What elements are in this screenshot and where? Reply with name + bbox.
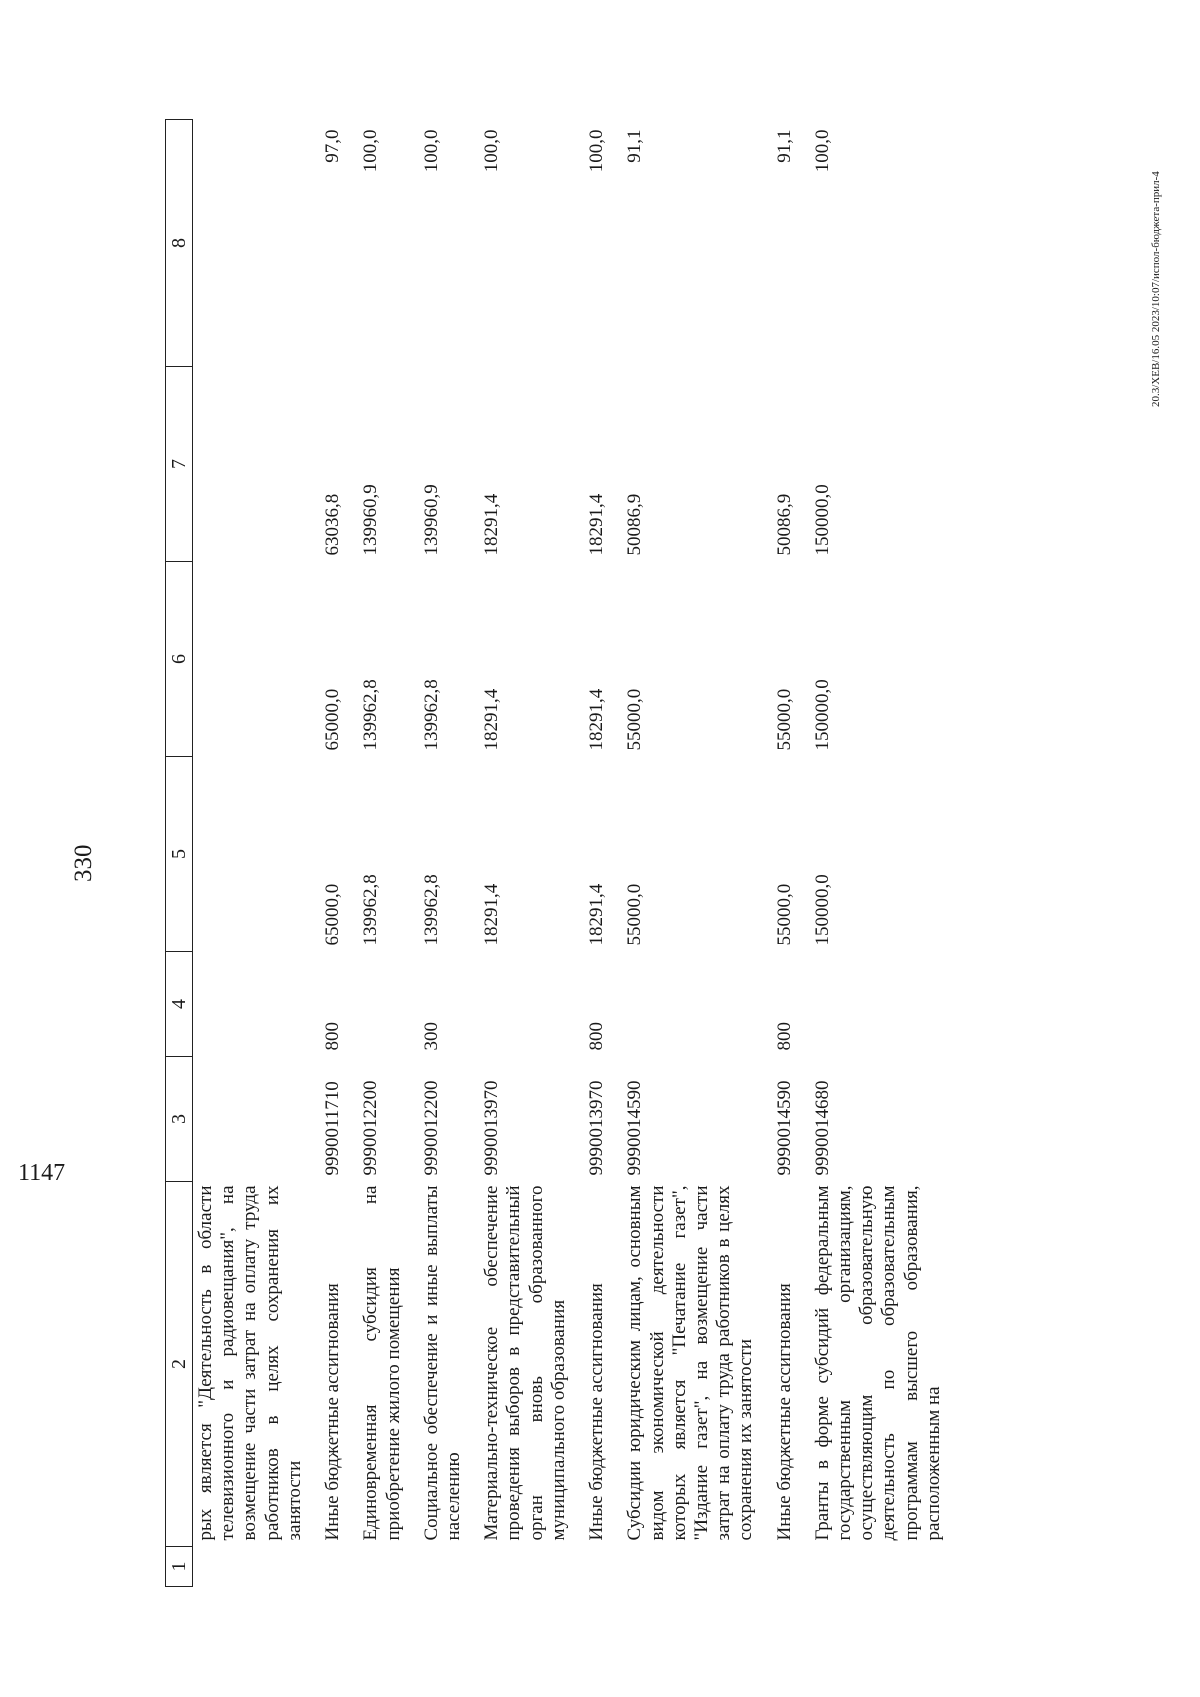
cell-col7: 18291,4 [586, 493, 608, 556]
table-row [316, 120, 354, 1587]
cell-percent: 91,1 [773, 129, 795, 163]
cell-col6 [193, 562, 317, 757]
table-row [768, 120, 806, 1587]
cell-col7: 18291,4 [481, 493, 503, 556]
cell-col6: 18291,4 [481, 688, 503, 751]
cell-percent: 100,0 [586, 129, 608, 173]
cell-percent: 100,0 [811, 129, 833, 173]
cell-num [580, 1547, 618, 1587]
cell-type: 800 [586, 1022, 608, 1051]
cell-col6: 150000,0 [811, 679, 833, 751]
cell-num [193, 1547, 317, 1587]
table-row [415, 120, 475, 1587]
header-cell: 1 [166, 1547, 193, 1587]
cell-code: 9990013970 [481, 1080, 503, 1176]
cell-col6: 55000,0 [773, 688, 795, 751]
cell-col5: 55000,0 [773, 883, 795, 946]
cell-col6: 139962,8 [360, 679, 382, 751]
cell-percent: 100,0 [481, 129, 503, 173]
header-cell: 8 [166, 120, 193, 367]
header-cell: 4 [166, 952, 193, 1057]
header-cell: 5 [166, 757, 193, 952]
cell-num [475, 1547, 580, 1587]
header-cell: 3 [166, 1057, 193, 1182]
cell-col6: 55000,0 [624, 688, 646, 751]
cell-type: 800 [322, 1022, 344, 1051]
cell-num [806, 1547, 955, 1587]
cell-num [618, 1547, 767, 1587]
cell-code: 9990013970 [586, 1080, 608, 1176]
cell-code: 9990011710 [322, 1081, 344, 1176]
cell-col5: 65000,0 [322, 883, 344, 946]
cell-type: 300 [420, 1022, 442, 1051]
cell-col7: 63036,8 [322, 493, 344, 556]
cell-col7: 50086,9 [773, 493, 795, 556]
cell-col7: 50086,9 [624, 493, 646, 556]
header-row [166, 120, 193, 1587]
cell-type [193, 952, 317, 1057]
cell-col5: 150000,0 [811, 874, 833, 946]
cell-percent: 100,0 [360, 129, 382, 173]
cell-num [768, 1547, 806, 1587]
cell-col5: 139962,8 [360, 874, 382, 946]
cell-percent: 100,0 [420, 129, 442, 173]
cell-code: 9990012200 [360, 1080, 382, 1176]
cell-code: 9990014590 [773, 1080, 795, 1176]
header-cell: 2 [166, 1182, 193, 1547]
cell-type [354, 952, 414, 1057]
table-row [580, 120, 618, 1587]
cell-description: Материально-техническое обеспечение проведения выборов в представительный орган вновь образованного муниципального образования [481, 1185, 569, 1541]
cell-col6: 139962,8 [420, 679, 442, 751]
cell-description: Иные бюджетные ассигнования [773, 1283, 795, 1541]
table-row [354, 120, 414, 1587]
table-row [193, 120, 317, 1587]
cell-percent: 97,0 [322, 129, 344, 163]
cell-description: Социальное обеспечение и иные выплаты населению [420, 1185, 464, 1541]
cell-description: Субсидии юридическим лицам, основным видом экономической деятельности которых является "Печатание газет", "Издание газет", на возмещение части затрат на оплату труда работников в целях сохранения их занятости [624, 1185, 757, 1541]
cell-col7 [193, 367, 317, 562]
cell-num [354, 1547, 414, 1587]
cell-type [806, 952, 955, 1057]
cell-col5: 55000,0 [624, 883, 646, 946]
header-cell: 7 [166, 367, 193, 562]
table-row [618, 120, 767, 1587]
cell-percent [193, 120, 317, 367]
cell-col6: 65000,0 [322, 688, 344, 751]
page-number: 330 [70, 844, 97, 882]
cell-type: 800 [773, 1022, 795, 1051]
budget-table [165, 119, 955, 1587]
table-row [806, 120, 955, 1587]
cell-num [316, 1547, 354, 1587]
cell-col5 [193, 757, 317, 952]
cell-description: Гранты в форме субсидий федеральным государственным организациям, осуществляющим образовательную деятельность по образовательным программам высшего образования, расположенным на [811, 1185, 944, 1541]
cell-code: 9990014680 [811, 1080, 833, 1176]
table-row [475, 120, 580, 1587]
cell-type [618, 952, 767, 1057]
cell-description: Иные бюджетные ассигнования [322, 1283, 344, 1541]
cell-code: 9990012200 [420, 1080, 442, 1176]
sheet-number: 1147 [18, 1160, 66, 1186]
cell-description: Единовременная субсидия на приобретение жилого помещения [360, 1185, 404, 1541]
cell-percent: 91,1 [624, 129, 646, 163]
cell-code: 9990014590 [624, 1080, 646, 1176]
cell-type [475, 952, 580, 1057]
footer-file-code: 20.3/XEB/16.05 2023/10:07/испол-бюджета-прил-4 [1150, 171, 1162, 407]
cell-col7: 139960,9 [360, 484, 382, 556]
cell-description: рых является "Деятельность в области телевизионного и радиовещания", на возмещение части затрат на оплату труда работников в целях сохранения их занятости [195, 1185, 305, 1541]
header-cell: 6 [166, 562, 193, 757]
cell-description: Иные бюджетные ассигнования [586, 1283, 608, 1541]
cell-col5: 18291,4 [586, 883, 608, 946]
cell-num [415, 1547, 475, 1587]
cell-col7: 150000,0 [811, 484, 833, 556]
cell-col5: 18291,4 [481, 883, 503, 946]
cell-code [193, 1057, 317, 1182]
cell-col6: 18291,4 [586, 688, 608, 751]
cell-col7: 139960,9 [420, 484, 442, 556]
cell-col5: 139962,8 [420, 874, 442, 946]
